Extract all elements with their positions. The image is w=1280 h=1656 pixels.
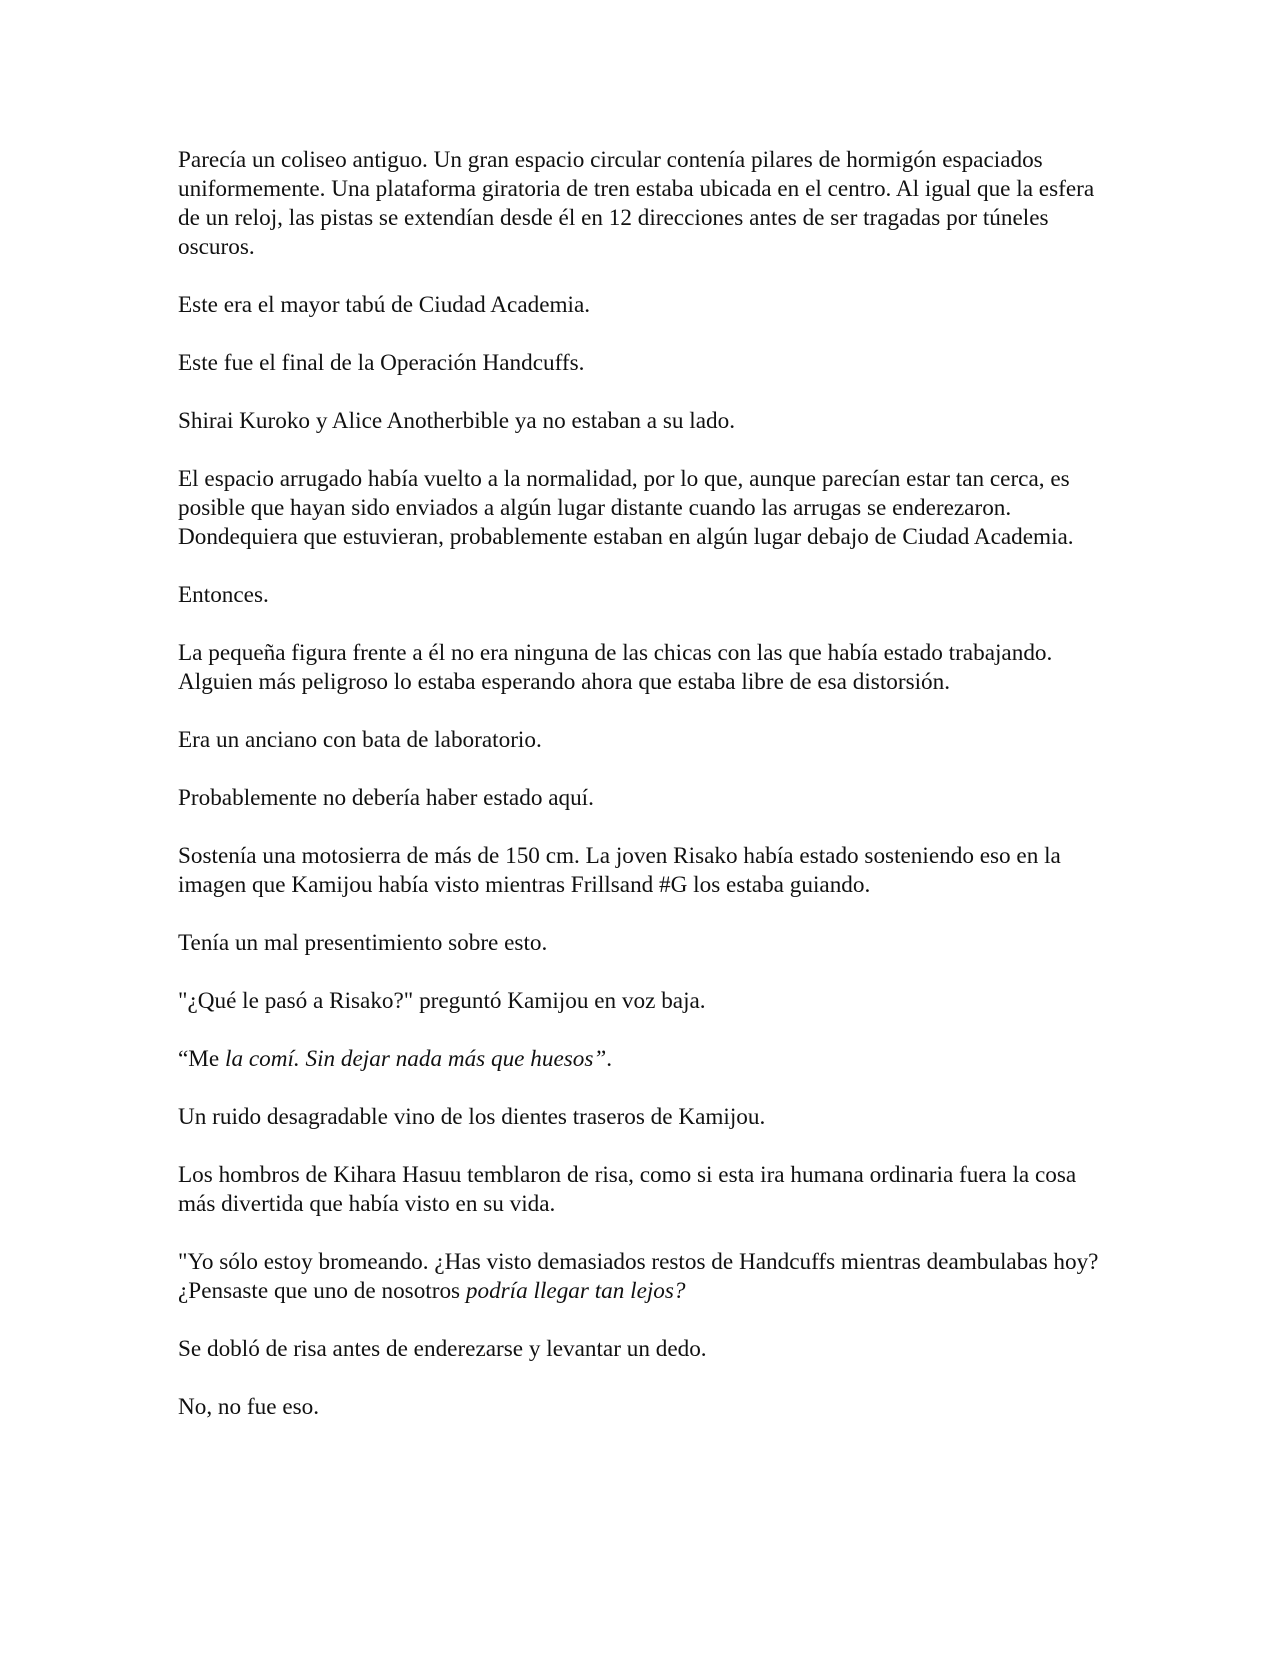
paragraph: Era un anciano con bata de laboratorio.	[178, 727, 542, 753]
paragraph: Un ruido desagradable vino de los dientes traseros de Kamijou.	[178, 1104, 766, 1130]
paragraph: Parecía un coliseo antiguo. Un gran espacio circular contenía pilares de hormigón espaciados uniformemente. Una plataforma giratoria de tren estaba ubicada en el centro. Al igual que la esfera de un reloj, las pistas se extendían desde él en 12 direcciones antes de ser tragadas por túneles oscuros.	[178, 147, 1095, 260]
italic-run: la comí. Sin dejar nada más que huesos”	[225, 1046, 607, 1072]
text-run: .	[606, 1046, 613, 1072]
paragraph: Shirai Kuroko y Alice Anotherbible ya no estaban a su lado.	[178, 408, 736, 434]
paragraph: Probablemente no debería haber estado aquí.	[178, 785, 594, 811]
paragraph: Este fue el final de la Operación Handcuffs.	[178, 350, 585, 376]
paragraph: Entonces.	[178, 582, 269, 608]
paragraph: Los hombros de Kihara Hasuu temblaron de risa, como si esta ira humana ordinaria fuera la cosa más divertida que había visto en su vida.	[178, 1162, 1077, 1217]
paragraph: El espacio arrugado había vuelto a la normalidad, por lo que, aunque parecían estar tan cerca, es posible que hayan sido enviados a algún lugar distante cuando las arrugas se enderezaron. Dondequiera que estuvieran, probablemente estaban en algún lugar debajo de Ciudad Academia.	[178, 466, 1074, 550]
paragraph-mixed	[178, 1045, 1106, 1074]
paragraph: No, no fue eso.	[178, 1394, 320, 1420]
paragraph: Este era el mayor tabú de Ciudad Academia.	[178, 292, 591, 318]
document-page	[178, 146, 1106, 1451]
paragraph: "¿Qué le pasó a Risako?" preguntó Kamijou en voz baja.	[178, 988, 706, 1014]
paragraph: Tenía un mal presentimiento sobre esto.	[178, 930, 548, 956]
italic-run: podría llegar tan lejos?	[465, 1278, 686, 1304]
text-run: “Me	[178, 1046, 225, 1072]
paragraph: Se dobló de risa antes de enderezarse y levantar un dedo.	[178, 1336, 707, 1362]
paragraph: La pequeña figura frente a él no era ninguna de las chicas con las que había estado trabajando. Alguien más peligroso lo estaba esperando ahora que estaba libre de esa distorsión.	[178, 640, 1053, 695]
paragraph-mixed	[178, 1248, 1106, 1306]
text-run: "Yo sólo estoy bromeando. ¿Has visto demasiados restos de Handcuffs mientras deambulabas hoy? ¿Pensaste que uno de nosotros	[178, 1249, 1099, 1304]
paragraph: Sostenía una motosierra de más de 150 cm. La joven Risako había estado sosteniendo eso en la imagen que Kamijou había visto mientras Frillsand #G los estaba guiando.	[178, 843, 1061, 898]
